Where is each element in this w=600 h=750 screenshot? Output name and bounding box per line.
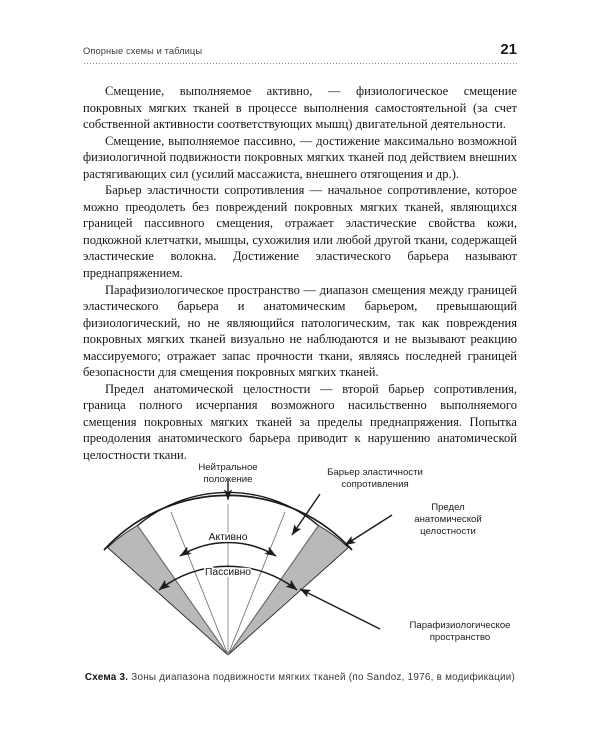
paraphysiologic-label-line1: Парафизиологическое	[409, 620, 511, 631]
radial-line-right-outer	[228, 526, 319, 656]
figure-caption	[83, 670, 517, 685]
paraphysiologic-label-line2: пространство	[429, 632, 491, 643]
caption-text: Зоны диапазона подвижности мягких тканей (по Sandoz, 1976, в модификации)	[128, 672, 516, 683]
anatomic-limit-arrow	[345, 515, 392, 545]
passive-zone-label: Пассивно	[204, 567, 252, 578]
figure-svg	[0, 462, 600, 677]
paraphysiologic-arrow	[300, 589, 380, 629]
neutral-position-label-line2: положение	[203, 474, 253, 485]
neutral-position-label-line1: Нейтральное	[198, 462, 258, 473]
paragraph: Предел анатомической целостности — второй барьер сопротивления, граница полного исчерпания возможного насильственно выполняемого смещения покровных мягких тканей за пределы преднапряжения. Попытка преодоления анатомического барьера приводит к нарушению анатомической целостности ткани.	[83, 381, 517, 463]
body-text	[83, 83, 517, 464]
paragraph: Парафизиологическое пространство — диапазон смещения между границей эластического барьера и анатомическим барьером, превышающий физиологический, но не являющийся патологическим, так как повреждения покровных мягких тканей визуально не наблюдаются и не вызывают реакцию массируемого; отражает запас прочности ткани, являясь последней границей безопасности для смещения покровных мягких тканей.	[83, 282, 517, 380]
page-number: 21	[500, 41, 517, 58]
header-dotted-rule	[83, 63, 517, 64]
paragraph: Смещение, выполняемое пассивно, — достижение максимально возможной физиологичной подвижности покровных мягких тканей под действием внешних растягивающих сил (усилий массажиста, внешнего отягощения и др.).	[83, 133, 517, 181]
radial-line-left-outer	[138, 526, 229, 656]
anatomic-limit-label-line2: анатомической	[414, 514, 482, 525]
anatomic-limit-label-line3: целостности	[420, 526, 476, 537]
elastic-barrier-label-line2: сопротивления	[341, 479, 409, 490]
anatomic-limit-label-line1: Предел	[431, 502, 465, 513]
active-zone-label: Активно	[208, 532, 248, 543]
paragraph: Барьер эластичности сопротивления — начальное сопротивление, которое можно преодолеть без повреждений покровных мягких тканей, являющихся границей пассивного смещения, отражает эластические свойства кожи, подкожной клетчатки, мышцы, сухожилия или любой другой ткани, содержащей эластические волокна. Достижение эластического барьера называют преднапряжением.	[83, 183, 517, 281]
caption-lead: Схема 3.	[84, 672, 129, 683]
figure-schema-3	[0, 462, 600, 677]
paragraph: Смещение, выполняемое активно, — физиологическое смещение покровных мягких тканей в процессе выполнения самостоятельной (за счет собственной активности соответствующих мышц) двигательной деятельности.	[83, 84, 517, 132]
running-head	[83, 41, 517, 70]
running-head-title: Опорные схемы и таблицы	[83, 46, 203, 56]
elastic-barrier-label-line1: Барьер эластичности	[327, 467, 423, 478]
